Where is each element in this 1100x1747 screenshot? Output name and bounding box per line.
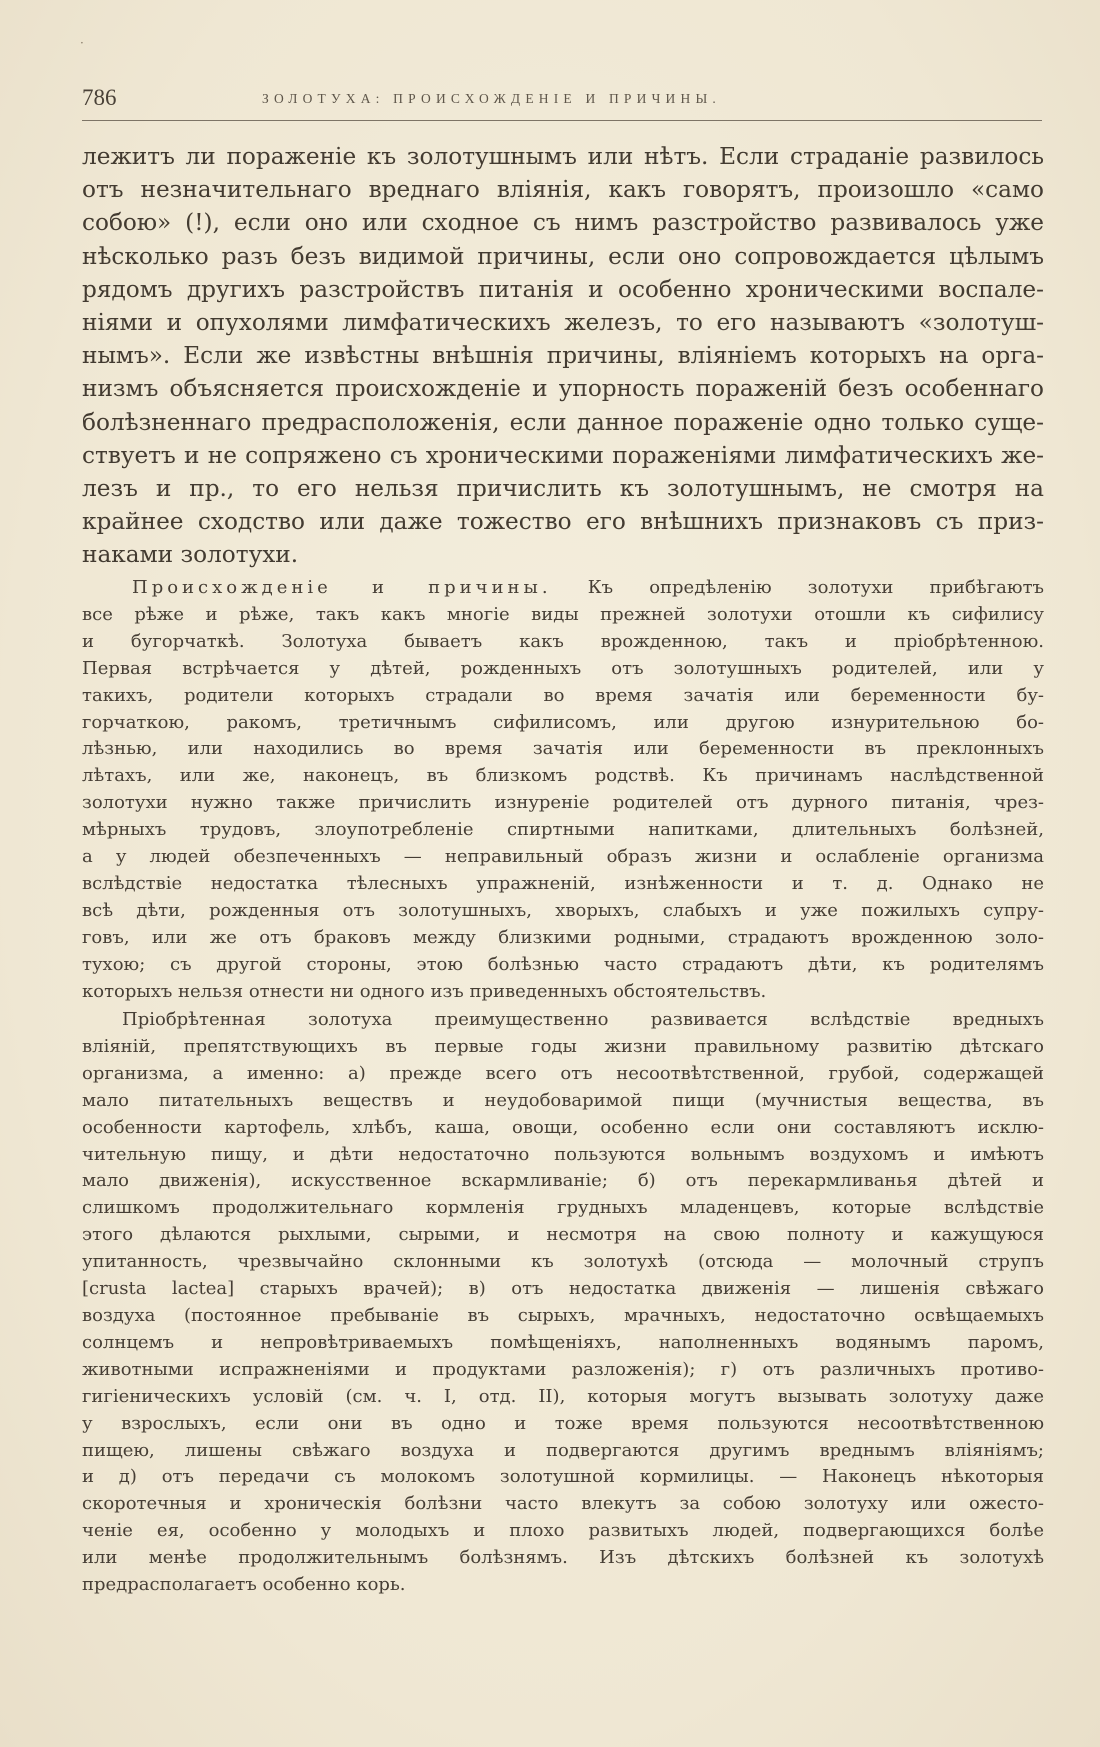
text-line: гигіеническихъ условій (см. ч. I, отд. II), которыя могутъ вызывать золотуху даже [82,1385,1044,1407]
text-line: такихъ, родители которыхъ страдали во время зачатія или беременности бу- [82,684,1044,706]
page-header [82,85,1042,115]
text-line: чительную пищу, и дѣти недостаточно пользуются вольнымъ воздухомъ и имѣютъ [82,1143,1044,1165]
text-line: золотухи нужно также причислить изнуреніе родителей отъ дурного питанія, чрез- [82,792,1044,814]
text-line: мало движенія), искусственное вскармливаніе; б) отъ перекармливанья дѣтей и [82,1170,1044,1192]
text-line: Первая встрѣчается у дѣтей, рожденныхъ отъ золотушныхъ родителей, или у [82,657,1044,679]
text-line: животными испражненіями и продуктами разложенія); г) отъ различныхъ противо- [82,1358,1044,1380]
text-line: мѣрныхъ трудовъ, злоупотребленіе спиртными напитками, длительныхъ болѣзней, [82,819,1044,841]
text-line: упитанность, чрезвычайно склонными къ золотухѣ (отсюда — молочный струпъ [82,1251,1044,1273]
text-line: вслѣдствіе недостатка тѣлесныхъ упражненій, изнѣженности и т. д. Однако не [82,872,1044,894]
paragraph-2-opening: Къ опредѣленію золотухи прибѣгаютъ [587,577,1044,598]
text-line: солнцемъ и непровѣтриваемыхъ помѣщеніяхъ, наполненныхъ водянымъ паромъ, [82,1331,1044,1353]
paper-speck: · [80,36,84,50]
text-line: ніями и опухолями лимфатическихъ железъ, то его называютъ «золотуш- [82,309,1044,337]
text-line: лѣтахъ, или же, наконецъ, въ близкомъ родствѣ. Къ причинамъ наслѣдственной [82,765,1044,787]
text-line: наками золотухи. [82,541,299,569]
text-line: говъ, или же отъ браковъ между близкими родными, страдаютъ врожденною золо- [82,926,1044,948]
text-line: или менѣе продолжительнымъ болѣзнямъ. Изъ дѣтскихъ болѣзней къ золотухѣ [82,1547,1044,1569]
text-line: нѣсколько разъ безъ видимой причины, если оно сопровождается цѣлымъ [82,242,1044,270]
text-line: горчаткою, ракомъ, третичнымъ сифилисомъ, или другою изнурительною бо- [82,711,1044,733]
text-line: все рѣже и рѣже, такъ какъ многіе виды прежней золотухи отошли къ сифилису [82,603,1044,625]
text-line: воздуха (постоянное пребываніе въ сырыхъ, мрачныхъ, недостаточно освѣщаемыхъ [82,1304,1044,1326]
section-heading: Происхожденіе и причины. [132,577,552,598]
text-line: скоротечныя и хроническія болѣзни часто влекутъ за собою золотуху или ожесто- [82,1493,1044,1515]
text-line: особенности картофель, хлѣбъ, каша, овощи, особенно если они составляютъ исклю- [82,1116,1044,1138]
paragraph-3 [82,1007,1044,1599]
text-line: отъ незначительнаго вреднаго вліянія, какъ говорятъ, произошло «само [82,176,1044,204]
text-line: вліяній, препятствующихъ въ первые годы жизни правильному развитію дѣтскаго [82,1035,1044,1057]
text-line: которыхъ нельзя отнести ни одного изъ приведенныхъ обстоятельствъ. [82,980,767,1002]
text-line: мало питательныхъ веществъ и неудобоваримой пищи (мучнистыя вещества, въ [82,1089,1044,1111]
paragraph-2-lines [82,602,1044,1006]
text-line: лезъ и пр., то его нельзя причислить къ золотушнымъ, не смотря на [82,475,1044,503]
text-line: крайнее сходство или даже тожество его внѣшнихъ признаковъ съ приз- [82,508,1044,536]
text-line: предрасполагаетъ особенно корь. [82,1574,406,1596]
text-line: а у людей обезпеченныхъ — неправильный образъ жизни и ослабленіе организма [82,846,1044,868]
text-line: у взрослыхъ, если они въ одно и тоже время пользуются несоотвѣтственною [82,1412,1044,1434]
text-line: этого дѣлаются рыхлыми, сырыми, и несмотря на свою полноту и кажущуюся [82,1224,1044,1246]
text-line: всѣ дѣти, рожденныя отъ золотушныхъ, хворыхъ, слабыхъ и уже пожилыхъ супру- [82,899,1044,921]
paragraph-2-first-line [82,575,1044,602]
text-line: слишкомъ продолжительнаго кормленія грудныхъ младенцевъ, которые вслѣдствіе [82,1197,1044,1219]
text-line: низмъ объясняется происхожденіе и упорность пораженій безъ особеннаго [82,375,1044,403]
text-line: лежитъ ли пораженіе къ золотушнымъ или нѣтъ. Если страданіе развилось [82,143,1044,170]
text-line: организма, а именно: а) прежде всего отъ несоотвѣтственной, грубой, содержащей [82,1062,1044,1084]
text-line: нымъ». Если же извѣстны внѣшнія причины, вліяніемъ которыхъ на орга- [82,342,1044,370]
text-line: ствуетъ и не сопряжено съ хроническими пораженіями лимфатическихъ же- [82,441,1044,469]
text-line: пищею, лишены свѣжаго воздуха и подвергаются другимъ вреднымъ вліяніямъ; [82,1439,1044,1461]
text-line: и д) отъ передачи съ молокомъ золотушной кормилицы. — Наконецъ нѣкоторыя [82,1466,1044,1488]
text-line: тухою; съ другой стороны, этою болѣзнью часто страдаютъ дѣти, къ родителямъ [82,953,1044,975]
text-line: ченіе ея, особенно у молодыхъ и плохо развитыхъ людей, подвергающихся болѣе [82,1520,1044,1542]
text-line: [crusta lactea] старыхъ врачей); в) отъ недостатка движенія — лишенія свѣжаго [82,1278,1044,1300]
running-title: ЗОЛОТУХА: ПРОИСХОЖДЕНІЕ И ПРИЧИНЫ. [262,91,721,106]
text-line: лѣзнью, или находились во время зачатія или беременности въ преклонныхъ [82,738,1044,760]
text-line: болѣзненнаго предрасположенія, если данное пораженіе одно только суще- [82,408,1044,436]
paragraph-1 [82,140,1044,572]
text-line: и бугорчаткѣ. Золотуха бываетъ какъ врожденною, такъ и пріобрѣтенною. [82,630,1044,652]
paragraph-2 [82,575,1044,1006]
text-line: Пріобрѣтенная золотуха преимущественно развивается вслѣдствіе вредныхъ [122,1009,1044,1030]
text-line: собою» (!), если оно или сходное съ нимъ разстройство развивалось уже [82,209,1044,237]
text-line: рядомъ другихъ разстройствъ питанія и особенно хроническими воспале- [82,275,1044,303]
header-rule [82,120,1042,121]
page-number: 786 [82,85,117,110]
